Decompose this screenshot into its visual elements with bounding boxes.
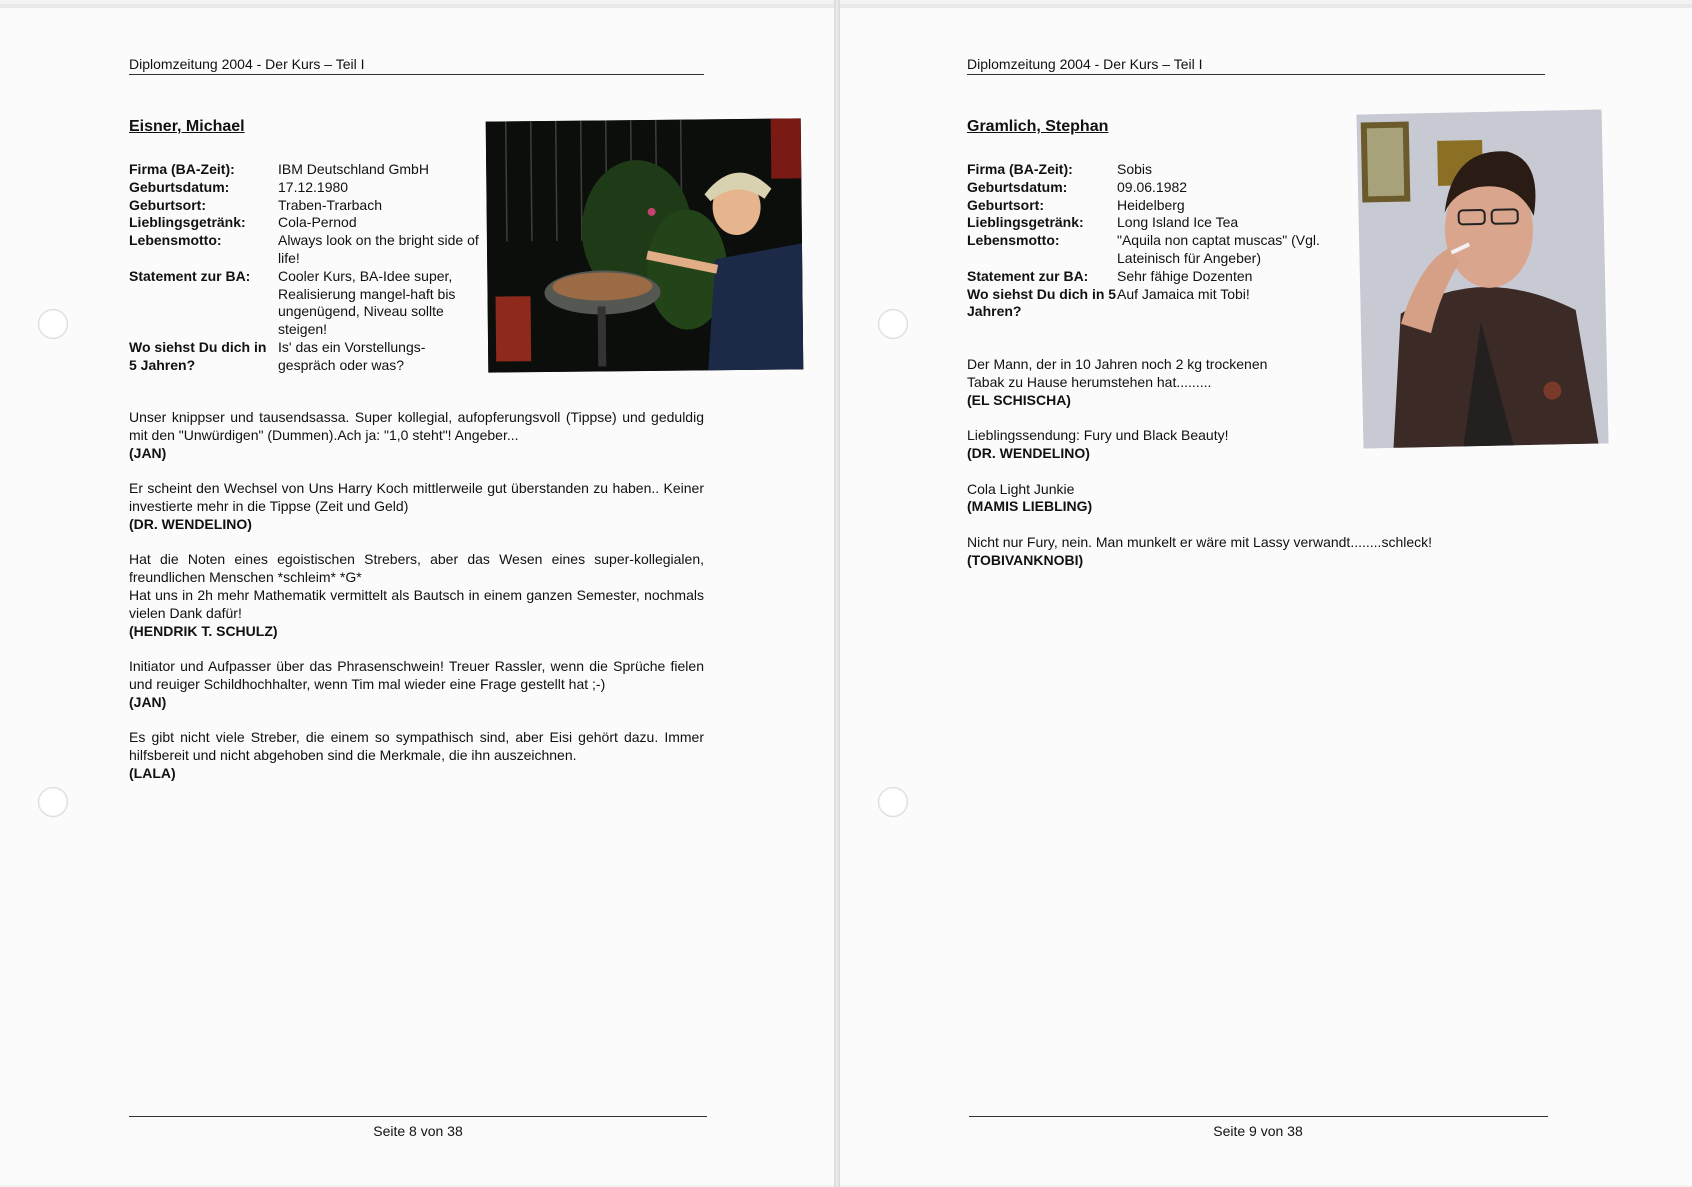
comment-text: Er scheint den Wechsel von Uns Harry Koch mittlerweile gut überstanden zu haben.. Keiner investierte mehr in die Tippse (Zeit und Geld)	[129, 480, 704, 514]
punch-hole	[878, 787, 908, 817]
profile-value: Traben-Trarbach	[278, 196, 383, 213]
comment-text: Der Mann, der in 10 Jahren noch 2 kg trockenen Tabak zu Hause herumstehen hat.........	[967, 356, 1268, 390]
punch-hole	[878, 309, 908, 339]
profile-row	[967, 286, 1347, 322]
profile-table	[967, 161, 1347, 321]
profile-label: Geburtsdatum:	[967, 178, 1068, 195]
profile-value: Auf Jamaica mit Tobi!	[1117, 285, 1250, 302]
profile-value: Long Island Ice Tea	[1117, 214, 1239, 231]
comment	[129, 729, 704, 782]
profile-label: Lieblingsgetränk:	[967, 214, 1084, 231]
profile-row	[967, 179, 1347, 197]
profile-row	[129, 161, 479, 179]
profile-value: 09.06.1982	[1117, 178, 1188, 195]
comment-text: Cola Light Junkie	[967, 480, 1075, 497]
comment	[129, 658, 704, 711]
comment	[967, 356, 1507, 409]
comment	[967, 481, 1507, 517]
profile-row	[967, 197, 1347, 215]
punch-hole	[38, 787, 68, 817]
comment	[129, 409, 704, 462]
person-name: Gramlich, Stephan	[967, 118, 1109, 135]
comment-author: (DR. WENDELINO)	[967, 444, 1090, 461]
profile-value: "Aquila non captat muscas" (Vgl. Lateinisch für Angeber)	[1117, 232, 1320, 266]
page-number: Seite 8 von 38	[373, 1123, 463, 1139]
comment-author: (DR. WENDELINO)	[129, 515, 252, 532]
comment-text: Hat die Noten eines egoistischen Strebers, aber das Wesen eines super-kollegialen, freundlichen Menschen *schleim* *G* Hat uns in 2h mehr Mathematik vermittelt als Bautsch in einem ganzen Semester, nochmals vielen Dank dafür!	[129, 551, 704, 621]
footer-rule	[969, 1116, 1548, 1117]
page-header: Diplomzeitung 2004 - Der Kurs – Teil I	[129, 56, 704, 75]
person-photo	[486, 118, 804, 372]
profile-label: Statement zur BA:	[967, 267, 1089, 284]
page-top-edge	[0, 4, 834, 8]
comment	[129, 480, 704, 533]
profile-label: Firma (BA-Zeit):	[129, 161, 235, 177]
profile-row	[129, 214, 479, 232]
profile-row	[129, 268, 479, 339]
comment-text: Initiator und Aufpasser über das Phrasenschwein! Treuer Rassler, wenn die Sprüche fielen und reuiger Schildhochhalter, wenn Tim mal wieder eine Frage gestellt hat ;-)	[129, 658, 704, 692]
profile-label: Geburtsdatum:	[129, 178, 230, 195]
page-header: Diplomzeitung 2004 - Der Kurs – Teil I	[967, 56, 1545, 75]
profile-row	[967, 268, 1347, 286]
page-number: Seite 9 von 38	[1213, 1123, 1303, 1139]
profile-label: Statement zur BA:	[129, 267, 251, 284]
page-right	[840, 4, 1692, 1185]
comment-author: (MAMIS LIEBLING)	[967, 498, 1093, 515]
comments-section	[129, 409, 704, 801]
comment-author: (JAN)	[129, 444, 167, 461]
comment	[129, 551, 704, 640]
comment-author: (LALA)	[129, 764, 176, 781]
comment-author: (EL SCHISCHA)	[967, 391, 1071, 408]
profile-label: Lieblingsgetränk:	[129, 214, 246, 231]
page-left	[0, 4, 834, 1185]
profile-row	[967, 214, 1347, 232]
profile-value: Is' das ein Vorstellungs-gespräch oder was?	[278, 338, 426, 373]
profile-row	[967, 232, 1347, 268]
comment	[967, 427, 1507, 463]
profile-table	[129, 161, 479, 375]
profile-label: Geburtsort:	[967, 196, 1044, 213]
profile-value: Sehr fähige Dozenten	[1117, 267, 1253, 284]
comment	[967, 534, 1507, 570]
profile-row	[129, 179, 479, 197]
profile-value: Always look on the bright side of life!	[278, 232, 479, 266]
comment-text: Unser knippser und tausendsassa. Super kollegial, aufopferungsvoll (Tippse) und geduldig mit den "Unwürdigen" (Dummen).Ach ja: "1,0 steht"! Angeber...	[129, 409, 704, 443]
comment-author: (TOBIVANKNOBI)	[967, 551, 1084, 568]
comments-section	[967, 356, 1507, 587]
profile-label: Firma (BA-Zeit):	[967, 161, 1073, 177]
punch-hole	[38, 309, 68, 339]
profile-value: Cooler Kurs, BA-Idee super, Realisierung mangel-haft bis ungenügend, Niveau sollte steigen!	[278, 267, 456, 338]
profile-label: Geburtsort:	[129, 196, 206, 213]
profile-row	[129, 197, 479, 215]
profile-value: Heidelberg	[1117, 196, 1185, 213]
comment-author: (HENDRIK T. SCHULZ)	[129, 622, 278, 639]
profile-row	[967, 161, 1347, 179]
profile-label: Lebensmotto:	[967, 232, 1060, 249]
profile-value: 17.12.1980	[278, 178, 349, 195]
comment-text: Es gibt nicht viele Streber, die einem so sympathisch sind, aber Eisi gehört dazu. Immer hilfsbereit und nicht abgehoben sind die Merkmale, die ihn auszeichnen.	[129, 729, 704, 764]
comment-author: (JAN)	[129, 693, 167, 710]
profile-value: Sobis	[1117, 161, 1153, 177]
profile-row	[129, 232, 479, 268]
profile-row	[129, 339, 479, 375]
person-name: Eisner, Michael	[129, 118, 245, 135]
comment-text: Nicht nur Fury, nein. Man munkelt er wäre mit Lassy verwandt........schleck!	[967, 533, 1433, 550]
profile-label: Wo siehst Du dich in 5 Jahren?	[129, 338, 267, 373]
profile-label: Wo siehst Du dich in 5 Jahren?	[967, 285, 1117, 320]
barbecue-photo	[486, 118, 804, 372]
comment-text: Lieblingssendung: Fury und Black Beauty!	[967, 427, 1229, 444]
page-top-edge	[840, 4, 1692, 8]
profile-label: Lebensmotto:	[129, 232, 222, 249]
footer-rule	[129, 1116, 707, 1117]
profile-value: Cola-Pernod	[278, 214, 357, 231]
profile-value: IBM Deutschland GmbH	[278, 161, 429, 177]
